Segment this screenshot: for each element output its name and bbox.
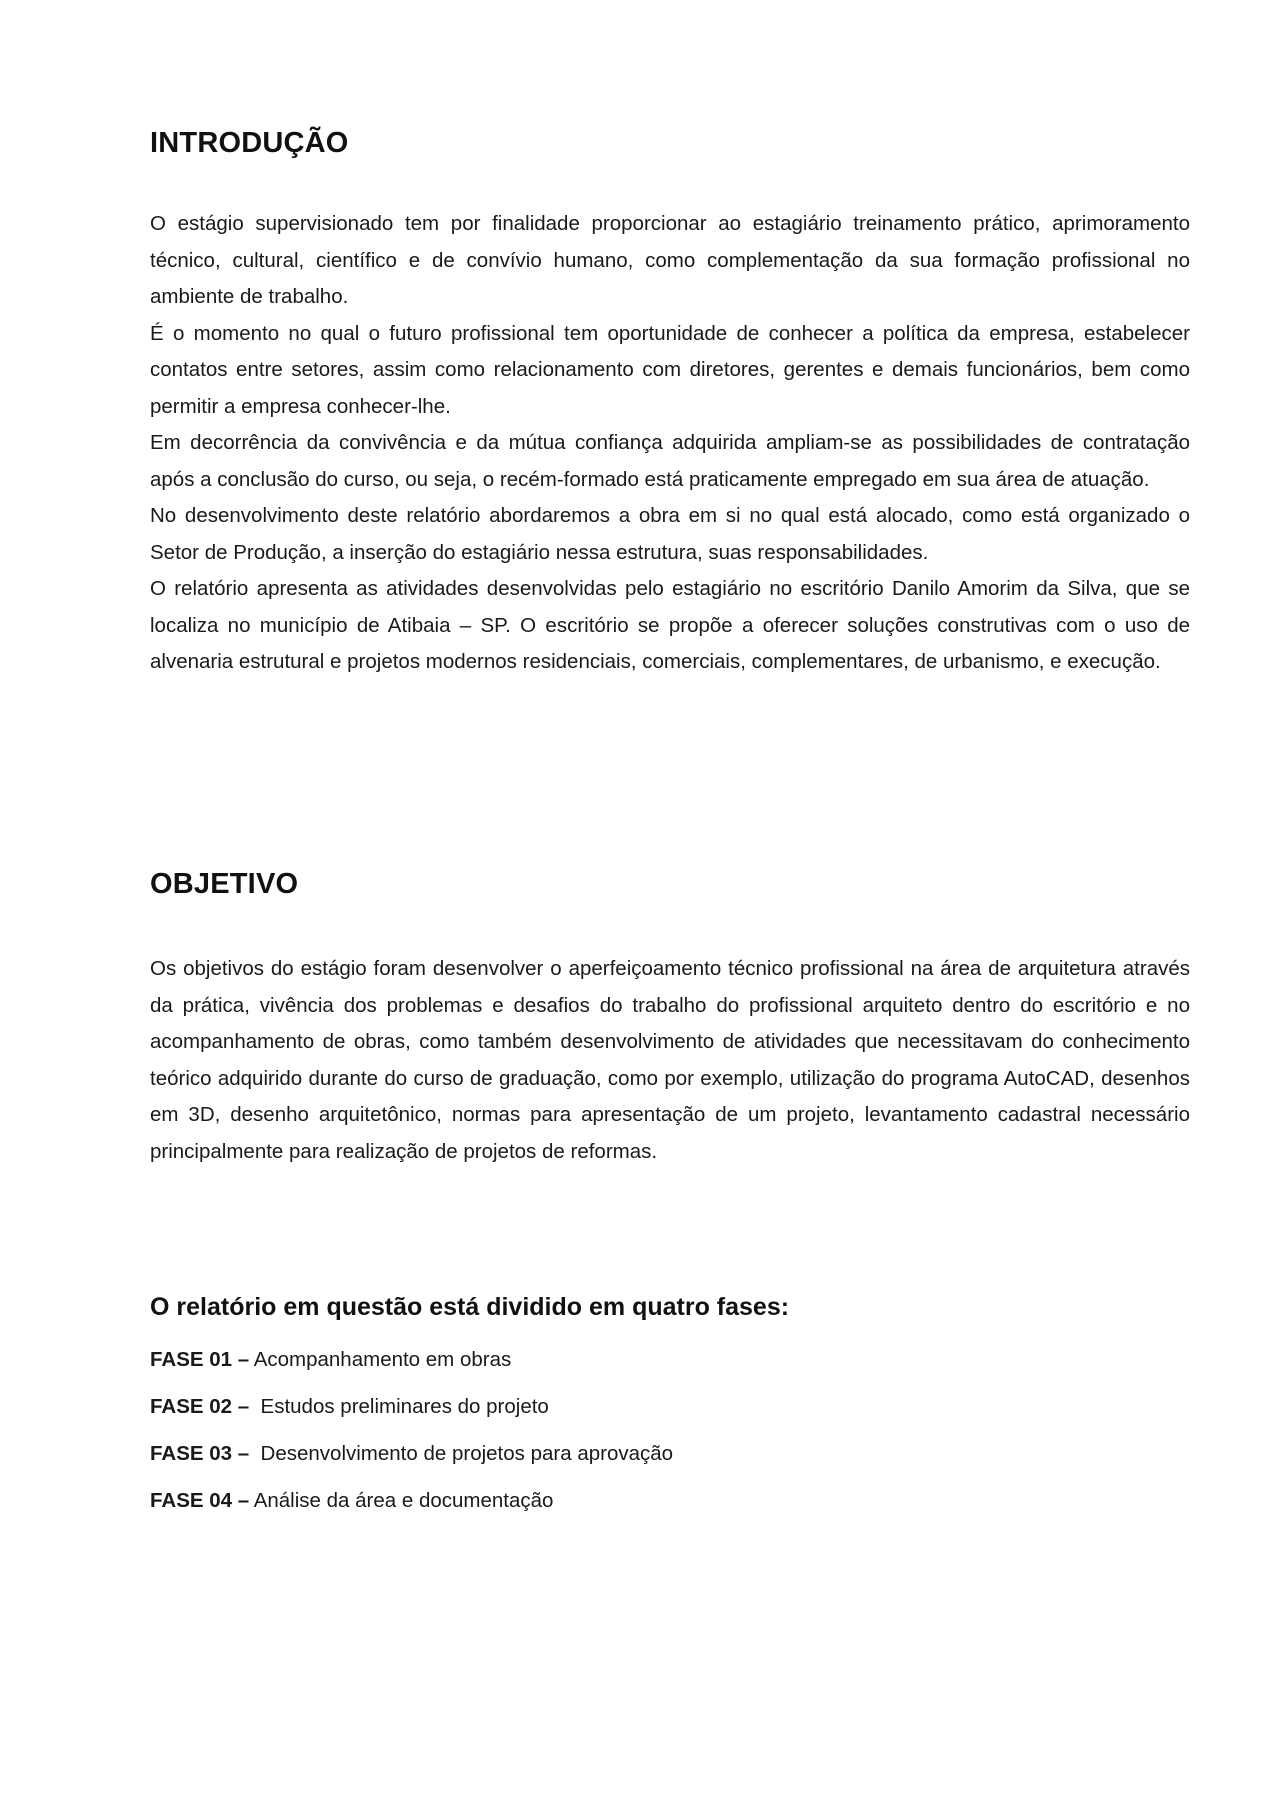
introducao-body xyxy=(150,206,1190,681)
fase-item-01 xyxy=(150,1348,673,1371)
fase-code: FASE 01 – xyxy=(150,1348,250,1371)
fase-description: Análise da área e documentação xyxy=(249,1489,554,1512)
fases-list xyxy=(150,1348,673,1536)
section-title-objetivo: OBJETIVO xyxy=(150,868,299,900)
fase-code: FASE 03 – xyxy=(150,1442,250,1465)
fase-description: Desenvolvimento de projetos para aprovação xyxy=(249,1442,674,1465)
objetivo-body xyxy=(150,951,1190,1170)
fase-item-02 xyxy=(150,1395,673,1418)
fase-description: Acompanhamento em obras xyxy=(249,1348,512,1371)
fase-code: FASE 04 – xyxy=(150,1489,250,1512)
introducao-paragraph-1: O estágio supervisionado tem por finalidade proporcionar ao estagiário treinamento prático, aprimoramento técnico, cultural, científico e de convívio humano, como complementação da sua formação profissional no ambiente de trabalho. xyxy=(150,212,1190,308)
section-title-introducao: INTRODUÇÃO xyxy=(150,127,349,159)
fase-code: FASE 02 – xyxy=(150,1395,250,1418)
introducao-paragraph-3: Em decorrência da convivência e da mútua confiança adquirida ampliam-se as possibilidades de contratação após a conclusão do curso, ou seja, o recém-formado está praticamente empregado em sua área de atuação. xyxy=(150,431,1190,491)
fases-heading: O relatório em questão está dividido em quatro fases: xyxy=(150,1293,790,1321)
fase-description: Estudos preliminares do projeto xyxy=(249,1395,549,1418)
objetivo-paragraph: Os objetivos do estágio foram desenvolver o aperfeiçoamento técnico profissional na área de arquitetura através da prática, vivência dos problemas e desafios do trabalho do profissional arquiteto dentro do escritório e no acompanhamento de obras, como também desenvolvimento de atividades que necessitavam do conhecimento teórico adquirido durante do curso de graduação, como por exemplo, utilização do programa AutoCAD, desenhos em 3D, desenho arquitetônico, normas para apresentação de um projeto, levantamento cadastral necessário principalmente para realização de projetos de reformas. xyxy=(150,957,1190,1163)
fase-item-03 xyxy=(150,1442,673,1465)
introducao-paragraph-2: É o momento no qual o futuro profissional tem oportunidade de conhecer a política da empresa, estabelecer contatos entre setores, assim como relacionamento com diretores, gerentes e demais funcionários, bem como permitir a empresa conhecer-lhe. xyxy=(150,321,1190,418)
fase-item-04 xyxy=(150,1489,673,1512)
introducao-paragraph-4: No desenvolvimento deste relatório abordaremos a obra em si no qual está alocado, como está organizado o Setor de Produção, a inserção do estagiário nessa estrutura, suas responsabilidades. xyxy=(150,504,1190,564)
introducao-paragraph-5: O relatório apresenta as atividades desenvolvidas pelo estagiário no escritório Danilo Amorim da Silva, que se localiza no município de Atibaia – SP. O escritório se propõe a oferecer soluções construtivas com o uso de alvenaria estrutural e projetos modernos residenciais, comerciais, complementares, de urbanismo, e execução. xyxy=(150,577,1190,673)
